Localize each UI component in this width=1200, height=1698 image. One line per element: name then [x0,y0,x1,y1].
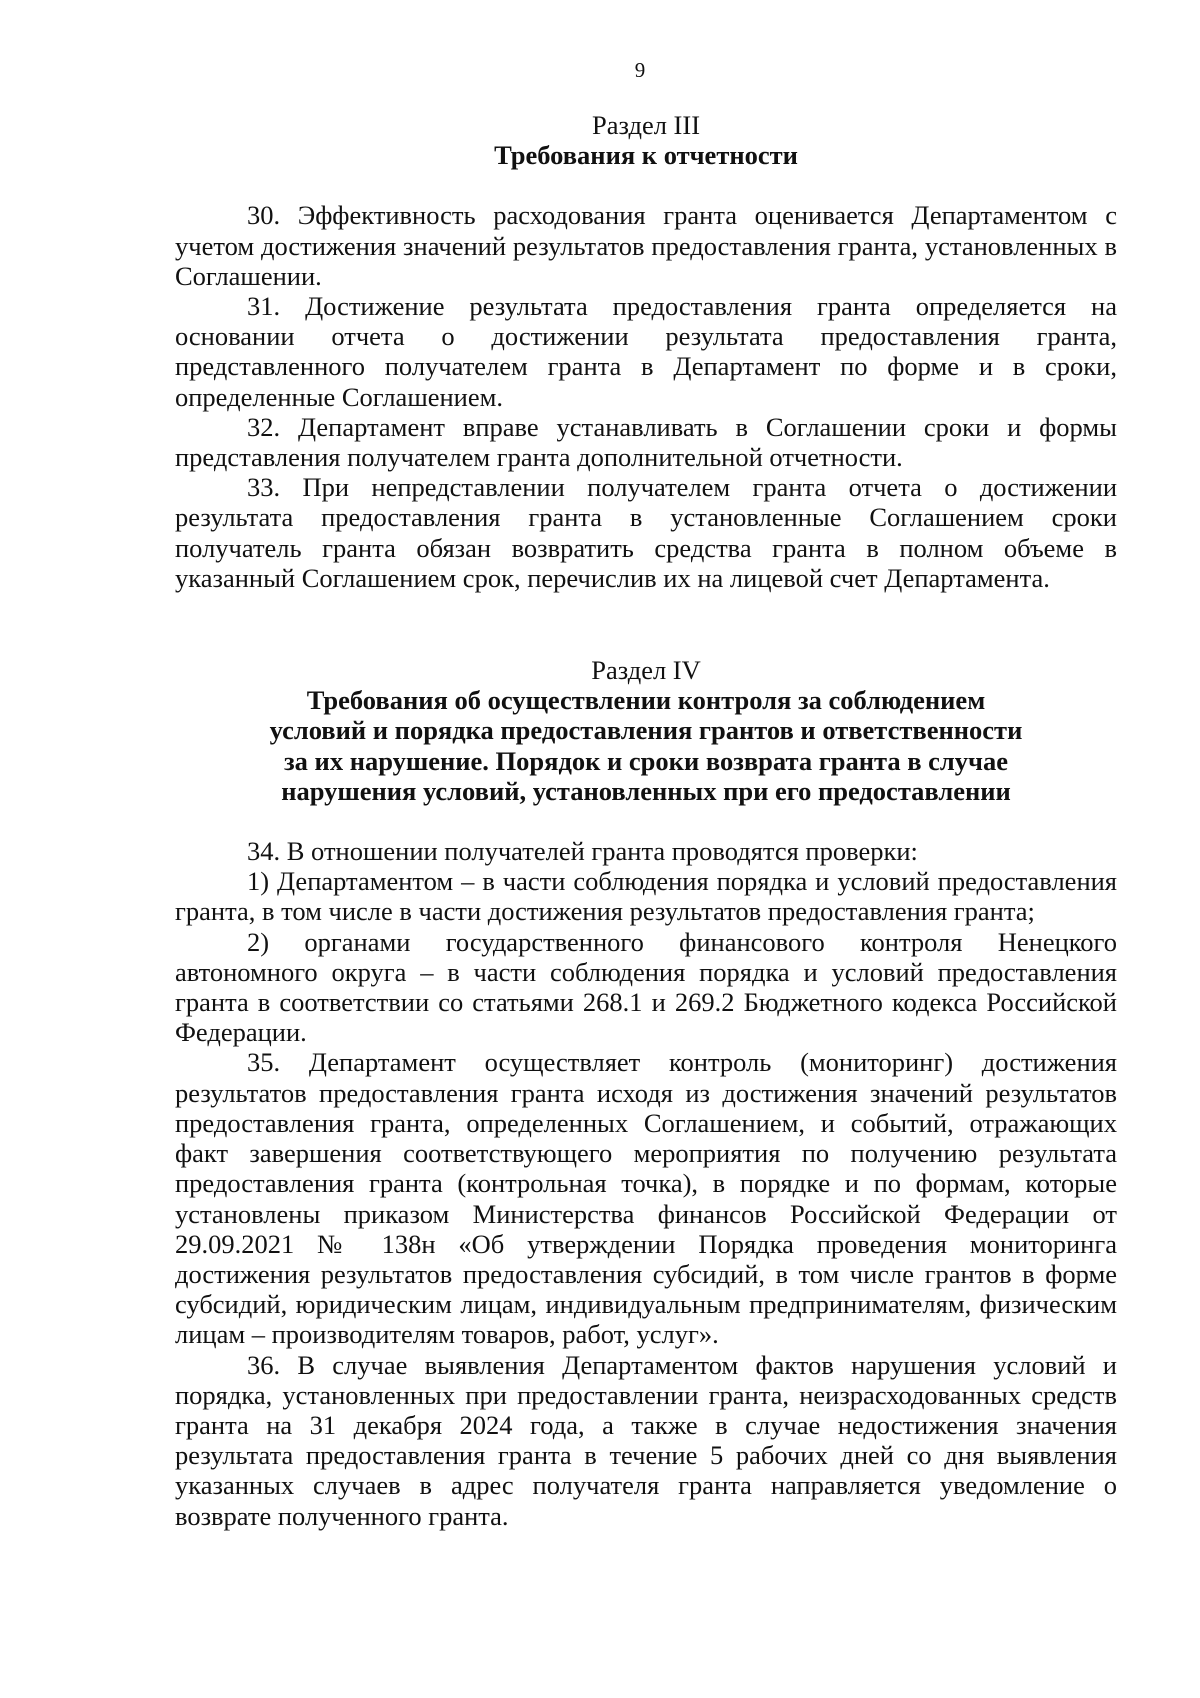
section-4 [175,655,1117,1531]
paragraph-32: 32. Департамент вправе устанавливать в Соглашении сроки и формы представления получателем гранта дополнительной отчетности. [175,411,1117,473]
paragraph-34-item-1: 1) Департаментом – в части соблюдения порядка и условий предоставления гранта, в том числе в части достижения результатов предоставления гранта; [175,866,1117,927]
page-number: 9 [634,58,646,82]
paragraph-36: 36. В случае выявления Департаментом фактов нарушения условий и порядка, установленных при предоставлении гранта, неизрасходованных средств гранта на 31 декабря 2024 года, а также в случае недостижения значения результата предоставления гранта в течение 5 рабочих дней со дня выявления указанных случаев в адрес получателя гранта направляется уведомление о возврате полученного гранта. [175,1349,1117,1531]
section-4-title-line: нарушения условий, установленных при его предоставлении [281,775,1011,806]
paragraph-31: 31. Достижение результата предоставления гранта определяется на основании отчета о достижении результата предоставления гранта, представленного получателем гранта в Департамент по форме и в сроки, определенные Соглашением. [175,291,1117,412]
section-3 [175,110,1117,593]
document-body [175,110,1117,1531]
section-4-title-line: условий и порядка предоставления грантов и ответственности [269,715,1023,746]
paragraph-35: 35. Департамент осуществляет контроль (мониторинг) достижения результатов предоставления гранта исходя из достижения значений результатов предоставления гранта, определенных Соглашением, и событий, отражающих факт завершения соответствующего мероприятия по получению результата предоставления гранта (контрольная точка), в порядке и по формам, которые установлены приказом Министерства финансов Российской Федерации от 29.09.2021 № 138н «Об утверждении Порядка проведения мониторинга достижения результатов предоставления субсидий, в том числе грантов в форме субсидий, юридическим лицам, индивидуальным предпринимателям, физическим лицам – производителям товаров, работ, услуг». [175,1047,1117,1350]
section-3-title: Требования к отчетности [494,140,798,171]
section-4-title-line: Требования об осуществлении контроля за соблюдением [306,685,986,716]
section-4-heading: Раздел IV [591,655,701,686]
paragraph-30: 30. Эффективность расходования гранта оценивается Департаментом с учетом достижения значений результатов предоставления гранта, установленных в Соглашении. [175,200,1117,291]
section-4-title-line: за их нарушение. Порядок и сроки возврата гранта в случае [284,745,1008,776]
paragraph-33: 33. При непредставлении получателем гранта отчета о достижении результата предоставления гранта в установленные Соглашением сроки получатель гранта обязан возвратить средства гранта в полном объеме в указанный Соглашением срок, перечислив их на лицевой счет Департамента. [175,472,1117,593]
section-3-heading: Раздел III [591,110,701,140]
paragraph-34-item-2: 2) органами государственного финансового контроля Ненецкого автономного округа – в части соблюдения порядка и условий предоставления гранта в соответствии со статьями 268.1 и 269.2 Бюджетного кодекса Российской Федерации. [175,926,1117,1048]
paragraph-34: 34. В отношении получателей гранта проводятся проверки: [247,836,918,867]
